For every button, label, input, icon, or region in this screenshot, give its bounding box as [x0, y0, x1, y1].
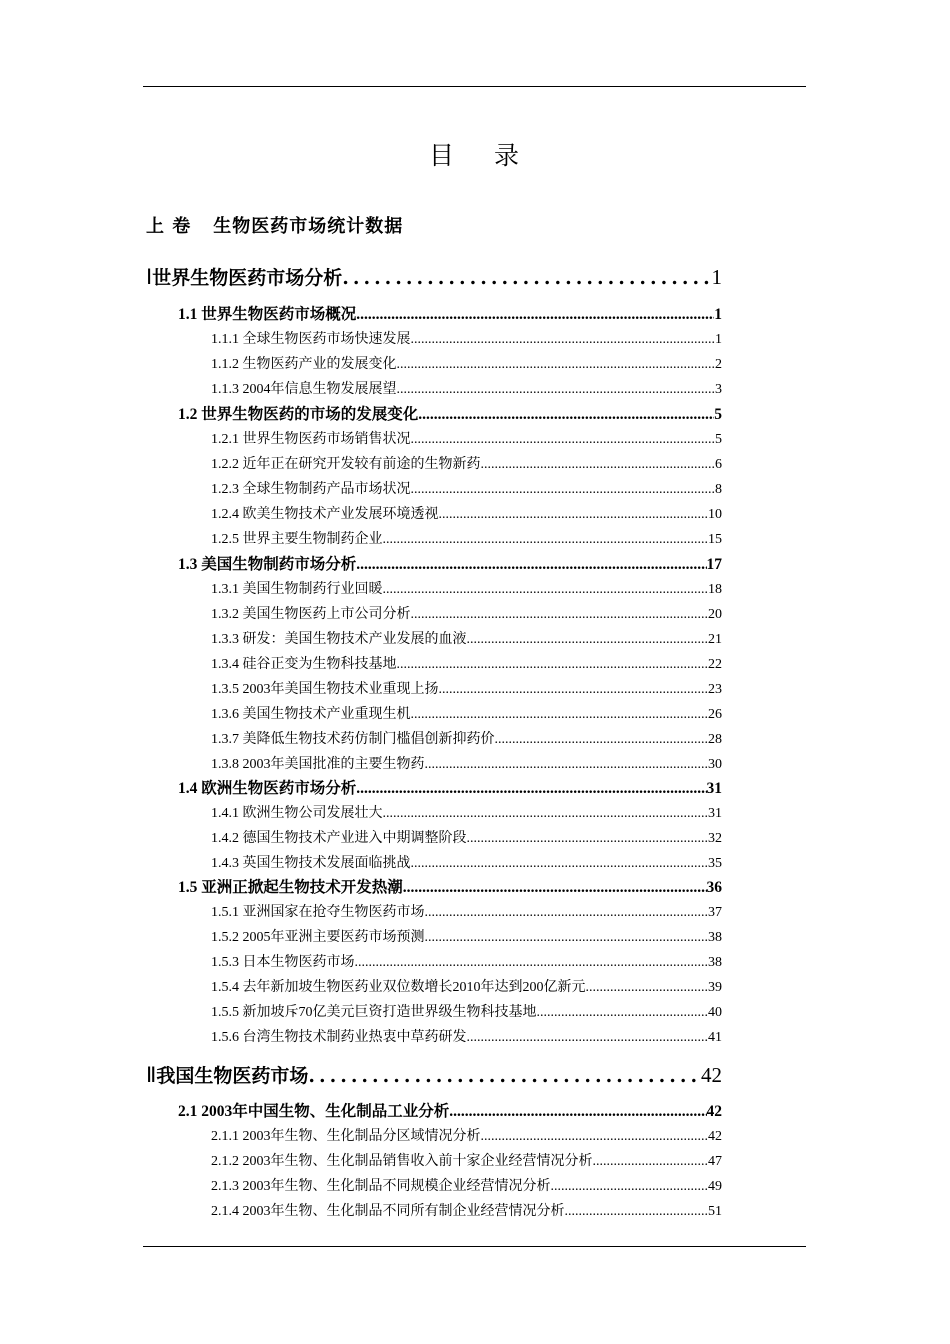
- toc-subsection[interactable]: [211, 428, 722, 448]
- leader-dots: [481, 1129, 709, 1145]
- page-number: 21: [708, 632, 722, 647]
- toc-section[interactable]: [178, 776, 722, 798]
- page-number: 3: [715, 382, 722, 397]
- volume-label: 上 卷: [146, 216, 192, 237]
- toc-subsection[interactable]: [211, 503, 722, 523]
- toc-subsection[interactable]: [211, 926, 722, 946]
- page-number: 42: [708, 1129, 722, 1144]
- page-number: 38: [708, 955, 722, 970]
- chapter-title: 世界生物医药市场分析: [152, 267, 343, 289]
- subsection-title: 2.1.1 2003年生物、生化制品分区域情况分析: [211, 1129, 481, 1144]
- toc-subsection[interactable]: [211, 1175, 722, 1195]
- page-number: 41: [708, 1030, 722, 1045]
- section-title: 1.4 欧洲生物医药市场分析: [178, 780, 357, 797]
- toc-section[interactable]: [178, 875, 722, 897]
- page-number: 28: [708, 732, 722, 747]
- section-title: 1.2 世界生物医药的市场的发展变化: [178, 406, 419, 423]
- subsection-title: 1.2.2 近年正在研究开发较有前途的生物新药: [211, 457, 481, 472]
- toc-section[interactable]: [178, 302, 722, 324]
- leader-dots: [586, 980, 709, 996]
- toc-subsection[interactable]: [211, 1200, 722, 1220]
- subsection-title: 1.5.1 亚洲国家在抢夺生物医药市场: [211, 905, 425, 920]
- toc-subsection[interactable]: [211, 353, 722, 373]
- toc-subsection[interactable]: [211, 1125, 722, 1145]
- toc-subsection[interactable]: [211, 578, 722, 598]
- page-number: 49: [708, 1179, 722, 1194]
- toc-subsection[interactable]: [211, 628, 722, 648]
- leader-dots: [467, 1030, 709, 1046]
- subsection-title: 1.4.3 英国生物技术发展面临挑战: [211, 856, 411, 871]
- page-number: 2: [715, 357, 722, 372]
- toc-subsection[interactable]: [211, 703, 722, 723]
- toc-subsection[interactable]: [211, 827, 722, 847]
- page-number: 5: [715, 432, 722, 447]
- page-number: 47: [708, 1154, 722, 1169]
- page-number: 1: [711, 265, 722, 289]
- toc-section[interactable]: [178, 402, 722, 424]
- toc-subsection[interactable]: [211, 753, 722, 773]
- page-number: 51: [708, 1204, 722, 1219]
- subsection-title: 1.5.3 日本生物医药市场: [211, 955, 355, 970]
- leader-dots: [467, 632, 709, 648]
- toc-subsection[interactable]: [211, 951, 722, 971]
- page-number: 20: [708, 607, 722, 622]
- toc-subsection[interactable]: [211, 852, 722, 872]
- toc-chapter[interactable]: [146, 1061, 722, 1088]
- page-number: 37: [708, 905, 722, 920]
- page-number: 22: [708, 657, 722, 672]
- subsection-title: 1.2.1 世界生物医药市场销售状况: [211, 432, 411, 447]
- subsection-title: 2.1.4 2003年生物、生化制品不同所有制企业经营情况分析: [211, 1204, 565, 1219]
- leader-dots: [356, 780, 706, 798]
- subsection-title: 2.1.3 2003年生物、生化制品不同规模企业经营情况分析: [211, 1179, 551, 1194]
- header-rule: [143, 86, 806, 87]
- leader-dots: [425, 757, 709, 773]
- leader-dots: [397, 657, 709, 673]
- toc-subsection[interactable]: [211, 653, 722, 673]
- subsection-title: 1.5.5 新加坡斥70亿美元巨资打造世界级生物科技基地: [211, 1005, 537, 1020]
- chapter-title: 我国生物医药市场: [156, 1065, 309, 1087]
- page-number: 31: [708, 806, 722, 821]
- leader-dots: [397, 382, 716, 398]
- toc-section[interactable]: [178, 552, 722, 574]
- section-title: 1.3 美国生物制药市场分析: [178, 556, 357, 573]
- leader-dots: [551, 1179, 709, 1195]
- leader-dots: [342, 267, 711, 289]
- leader-dots: [439, 507, 709, 523]
- leader-dots: [411, 432, 716, 448]
- chapter-number: Ⅱ: [146, 1063, 157, 1087]
- subsection-title: 1.5.4 去年新加坡生物医药业双位数增长2010年达到200亿新元: [211, 980, 586, 995]
- toc-subsection[interactable]: [211, 1026, 722, 1046]
- subsection-title: 1.3.6 美国生物技术产业重现生机: [211, 707, 411, 722]
- leader-dots: [411, 482, 716, 498]
- page-number: 42: [701, 1063, 722, 1087]
- leader-dots: [425, 905, 709, 921]
- leader-dots: [383, 532, 709, 548]
- toc-subsection[interactable]: [211, 802, 722, 822]
- leader-dots: [481, 457, 716, 473]
- subsection-title: 1.4.2 德国生物技术产业进入中期调整阶段: [211, 831, 467, 846]
- page-number: 10: [708, 507, 722, 522]
- page-number: 5: [714, 406, 722, 423]
- leader-dots: [308, 1065, 701, 1087]
- page-number: 40: [708, 1005, 722, 1020]
- page-number: 35: [708, 856, 722, 871]
- leader-dots: [383, 582, 709, 598]
- leader-dots: [411, 707, 709, 723]
- subsection-title: 1.3.3 研发：美国生物技术产业发展的血液: [211, 632, 467, 647]
- leader-dots: [411, 856, 709, 872]
- section-title: 1.5 亚洲正掀起生物技术开发热潮: [178, 879, 403, 896]
- page-number: 18: [708, 582, 722, 597]
- subsection-title: 1.3.8 2003年美国批准的主要生物药: [211, 757, 425, 772]
- page-number: 31: [706, 780, 722, 797]
- page-number: 6: [715, 457, 722, 472]
- chapter-number: Ⅰ: [146, 265, 153, 289]
- leader-dots: [403, 879, 707, 897]
- toc-subsection[interactable]: [211, 603, 722, 623]
- toc-subsection[interactable]: [211, 453, 722, 473]
- subsection-title: 1.5.6 台湾生物技术制药业热衷中草药研发: [211, 1030, 467, 1045]
- subsection-title: 1.3.7 美降低生物技术药仿制门槛倡创新抑药价: [211, 732, 495, 747]
- page-number: 8: [715, 482, 722, 497]
- leader-dots: [565, 1204, 709, 1220]
- toc-subsection[interactable]: [211, 528, 722, 548]
- page-number: 32: [708, 831, 722, 846]
- leader-dots: [356, 556, 706, 574]
- section-title: 2.1 2003年中国生物、生化制品工业分析: [178, 1103, 450, 1120]
- toc-subsection[interactable]: [211, 976, 722, 996]
- volume-name: 生物医药市场统计数据: [213, 216, 404, 237]
- page-number: 23: [708, 682, 722, 697]
- title-char-1: 目: [428, 143, 456, 170]
- toc-subsection[interactable]: [211, 478, 722, 498]
- leader-dots: [383, 806, 709, 822]
- footer-rule: [143, 1246, 806, 1247]
- volume-heading: [146, 212, 403, 238]
- toc-subsection[interactable]: [211, 1150, 722, 1170]
- subsection-title: 1.2.5 世界主要生物制药企业: [211, 532, 383, 547]
- leader-dots: [439, 682, 709, 698]
- page-number: 38: [708, 930, 722, 945]
- subsection-title: 1.3.1 美国生物制药行业回暖: [211, 582, 383, 597]
- toc-chapter[interactable]: [146, 263, 722, 290]
- leader-dots: [356, 306, 714, 324]
- title-char-2: 录: [494, 143, 522, 170]
- toc-subsection[interactable]: [211, 328, 722, 348]
- page-number: 42: [706, 1103, 722, 1120]
- leader-dots: [425, 930, 709, 946]
- leader-dots: [467, 831, 709, 847]
- page-title: [0, 136, 950, 172]
- subsection-title: 1.1.3 2004年信息生物发展展望: [211, 382, 397, 397]
- leader-dots: [537, 1005, 709, 1021]
- leader-dots: [449, 1103, 706, 1121]
- subsection-title: 1.3.2 美国生物医药上市公司分析: [211, 607, 411, 622]
- page-number: 1: [715, 332, 722, 347]
- toc-section[interactable]: [178, 1099, 722, 1121]
- toc-subsection[interactable]: [211, 728, 722, 748]
- leader-dots: [418, 406, 714, 424]
- subsection-title: 2.1.2 2003年生物、生化制品销售收入前十家企业经营情况分析: [211, 1154, 593, 1169]
- toc-subsection[interactable]: [211, 678, 722, 698]
- subsection-title: 1.5.2 2005年亚洲主要医药市场预测: [211, 930, 425, 945]
- page-number: 17: [706, 556, 722, 573]
- page-number: 36: [706, 879, 722, 896]
- page-number: 15: [708, 532, 722, 547]
- page-number: 1: [714, 306, 722, 323]
- subsection-title: 1.2.3 全球生物制药产品市场状况: [211, 482, 411, 497]
- leader-dots: [411, 607, 709, 623]
- subsection-title: 1.4.1 欧洲生物公司发展壮大: [211, 806, 383, 821]
- page-number: 30: [708, 757, 722, 772]
- subsection-title: 1.1.1 全球生物医药市场快速发展: [211, 332, 411, 347]
- toc-subsection[interactable]: [211, 901, 722, 921]
- page-number: 26: [708, 707, 722, 722]
- subsection-title: 1.3.4 硅谷正变为生物科技基地: [211, 657, 397, 672]
- leader-dots: [411, 332, 716, 348]
- subsection-title: 1.2.4 欧美生物技术产业发展环境透视: [211, 507, 439, 522]
- page-number: 39: [708, 980, 722, 995]
- subsection-title: 1.3.5 2003年美国生物技术业重现上扬: [211, 682, 439, 697]
- leader-dots: [397, 357, 716, 373]
- toc-subsection[interactable]: [211, 1001, 722, 1021]
- subsection-title: 1.1.2 生物医药产业的发展变化: [211, 357, 397, 372]
- leader-dots: [593, 1154, 709, 1170]
- toc-subsection[interactable]: [211, 378, 722, 398]
- leader-dots: [495, 732, 709, 748]
- leader-dots: [355, 955, 709, 971]
- section-title: 1.1 世界生物医药市场概况: [178, 306, 357, 323]
